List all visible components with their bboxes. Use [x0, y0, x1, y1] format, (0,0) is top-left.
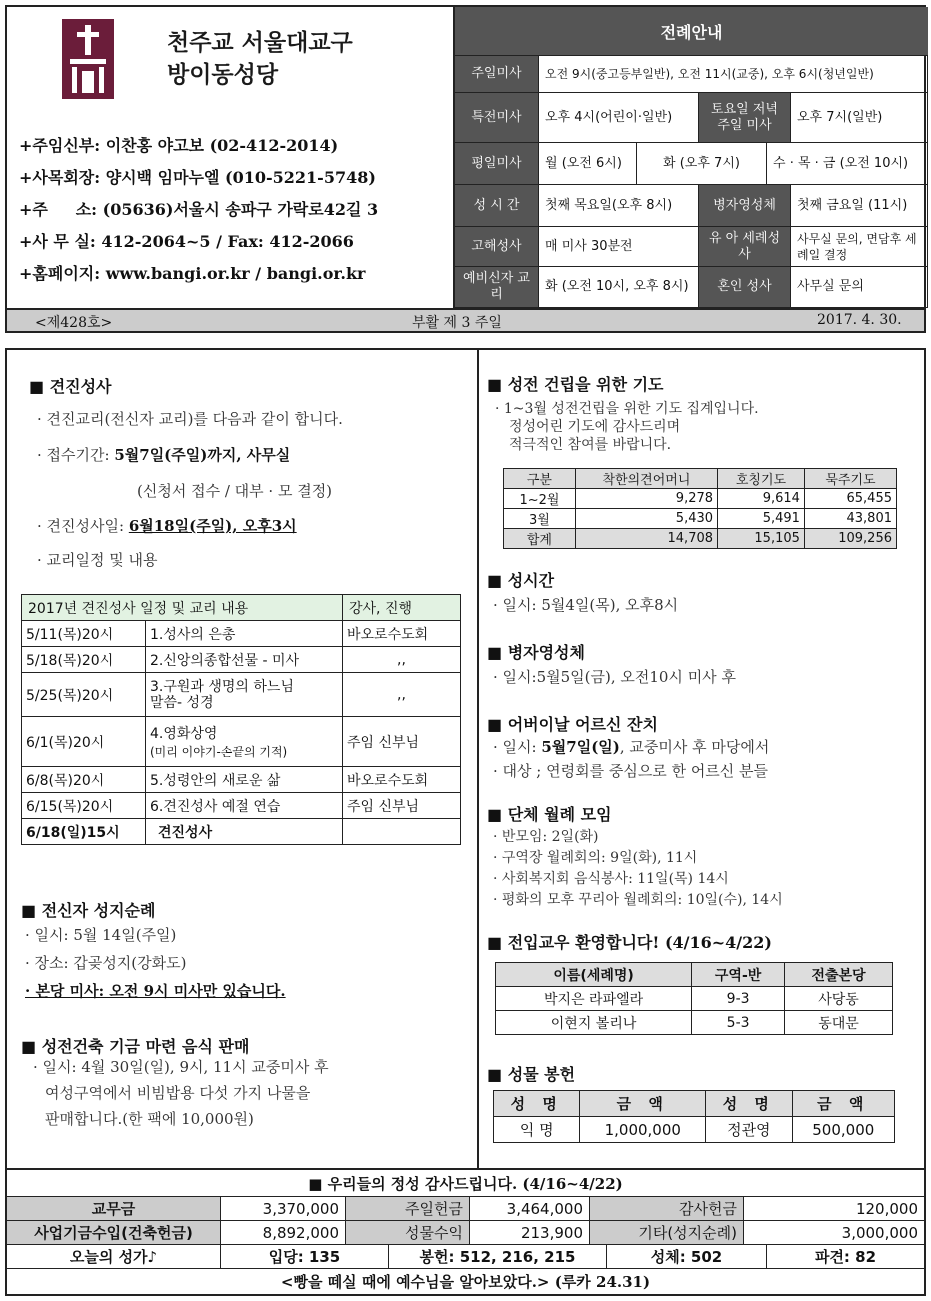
- welcome-table: [495, 962, 893, 1035]
- table-cell: 5-3: [692, 1011, 785, 1035]
- bulletin-header: [5, 5, 926, 333]
- holy-hour-time: 첫째 목요일(오후 8시): [539, 185, 699, 227]
- infant-baptism-info: 사무실 문의, 면담후 세례일 결정: [791, 227, 928, 267]
- contact-pastor: +주임신부: 이찬홍 야고보 (02-412-2014): [19, 136, 339, 155]
- table-row: [22, 717, 461, 767]
- welcome-heading: ■ 전입교우 환영합니다! (4/16~4/22): [487, 933, 772, 952]
- table-cell: 5/18(목)20시: [22, 647, 146, 673]
- table-row: [22, 621, 461, 647]
- sick-communion-date: · 일시:5월5일(금), 오전10시 미사 후: [493, 668, 736, 686]
- bulletin-body: [5, 348, 926, 1296]
- table-cell: 6/18(일)15시: [22, 819, 146, 845]
- church-name-line1: 천주교 서울대교구: [167, 29, 353, 56]
- table-cell-main: 4.영화상영: [150, 726, 218, 742]
- vigil-mass-times: 오후 4시(어린이·일반): [539, 93, 699, 143]
- table-cell: 사당동: [785, 987, 893, 1011]
- table-cell: 9,278: [575, 489, 717, 509]
- groups-line: · 구역장 월례회의: 9일(화), 11시: [493, 850, 698, 866]
- table-cell: 1,000,000: [580, 1117, 706, 1143]
- table-header: 전출본당: [785, 963, 893, 987]
- weekday-tue: 화 (오후 7시): [637, 143, 767, 185]
- table-cell: [343, 819, 461, 845]
- table-cell: 15,105: [718, 529, 805, 549]
- offering-label: 교무금: [7, 1196, 221, 1220]
- table-cell: ,,: [343, 673, 461, 717]
- sunday-mass-times: 오전 9시(중고등부일반), 오전 11시(교중), 오후 6시(청년일반): [539, 55, 928, 93]
- scripture-quote: <빵을 떼실 때에 예수님을 알아보았다.> (루카 24.31): [7, 1268, 924, 1294]
- sick-communion-label: 병자영성체: [699, 185, 791, 227]
- hymn-communion: 성체: 502: [607, 1244, 767, 1268]
- table-header: 금 액: [580, 1091, 706, 1117]
- groups-line: · 평화의 모후 꾸리아 월례회의: 10일(수), 14시: [493, 892, 783, 908]
- wedding-info: 사무실 문의: [791, 267, 928, 308]
- issue-date: 2017. 4. 30.: [817, 312, 902, 328]
- table-cell: 견진성사: [146, 819, 343, 845]
- groups-line: · 사회복지회 음식봉사: 11일(목) 14시: [493, 871, 729, 887]
- column-divider: [477, 350, 479, 1168]
- church-name-line2: 방이동성당: [167, 61, 279, 88]
- parents-day-heading: ■ 어버이날 어르신 잔치: [487, 715, 658, 734]
- table-cell: 109,256: [804, 529, 896, 549]
- offering-table: [493, 1090, 895, 1143]
- prayer-line3: 적극적인 참여를 바랍니다.: [509, 437, 672, 453]
- contact-council: +사목회장: 양시백 임마누엘 (010-5221-5748): [19, 168, 376, 187]
- prayer-heading: ■ 성전 건립을 위한 기도: [487, 375, 664, 394]
- table-header-row: [22, 595, 461, 621]
- issue-bar: [7, 308, 924, 331]
- confession-label: 고해성사: [455, 227, 539, 267]
- liturgical-sunday: 부활 제 3 주일: [412, 315, 502, 331]
- table-row: [22, 647, 461, 673]
- weekday-mass-label: 평일미사: [455, 143, 539, 185]
- confession-time: 매 미사 30분전: [539, 227, 699, 267]
- offering-heading: ■ 성물 봉헌: [487, 1065, 576, 1084]
- sick-communion-heading: ■ 병자영성체: [487, 643, 585, 662]
- offering-label: 성물수익: [346, 1220, 470, 1244]
- confirmation-note: (신청서 접수 / 대부 · 모 결정): [137, 482, 333, 500]
- table-cell: ,,: [343, 647, 461, 673]
- issue-number: <제428호>: [35, 315, 113, 331]
- offering-value: 3,370,000: [221, 1196, 346, 1220]
- hymn-recessional: 파견: 82: [767, 1244, 924, 1268]
- offering-value: 3,000,000: [744, 1220, 924, 1244]
- table-cell: 주임 신부님: [343, 717, 461, 767]
- table-row: [504, 489, 897, 509]
- food-sale-heading: ■ 성전건축 기금 마련 음식 판매: [21, 1037, 250, 1056]
- table-header: 강사, 진행: [343, 595, 461, 621]
- table-cell: 익 명: [494, 1117, 580, 1143]
- table-cell: 9,614: [718, 489, 805, 509]
- offering-value: 3,464,000: [470, 1196, 590, 1220]
- table-cell: 3월: [504, 509, 576, 529]
- parents-day-date: · 일시: 5월7일(일), 교중미사 후 마당에서: [493, 738, 770, 756]
- weekday-mon: 월 (오전 6시): [539, 143, 637, 185]
- offering-value: 120,000: [744, 1196, 924, 1220]
- food-sale-line3: 판매합니다.(한 팩에 10,000원): [45, 1110, 254, 1128]
- table-header: 묵주기도: [804, 469, 896, 489]
- table-cell: 6/15(목)20시: [22, 793, 146, 819]
- table-cell: 박지은 라파엘라: [496, 987, 692, 1011]
- table-row: [22, 793, 461, 819]
- pilgrimage-place: · 장소: 갑곶성지(강화도): [25, 954, 187, 972]
- catechumen-label: 예비신자 교 리: [455, 267, 539, 308]
- table-cell: 43,801: [804, 509, 896, 529]
- confirmation-period: · 접수기간: 5월7일(주일)까지, 사무실: [37, 446, 291, 464]
- confirmation-schedule-table: [21, 594, 461, 845]
- pilgrimage-mass-note: · 본당 미사: 오전 9시 미사만 있습니다.: [25, 982, 286, 1000]
- liturgy-schedule: [453, 7, 926, 308]
- table-row: [496, 987, 893, 1011]
- table-header: 성 명: [706, 1091, 792, 1117]
- table-row: [22, 819, 461, 845]
- table-cell: 5.성령안의 새로운 삶: [146, 767, 343, 793]
- table-row: [22, 673, 461, 717]
- offering-label: 기타(성지순례): [590, 1220, 744, 1244]
- hymn-label: 오늘의 성가♪: [7, 1244, 221, 1268]
- offering-label: 사업기금수입(건축헌금): [7, 1220, 221, 1244]
- hymn-entrance: 입당: 135: [221, 1244, 389, 1268]
- offering-value: 213,900: [470, 1220, 590, 1244]
- holy-hour-label: 성 시 간: [455, 185, 539, 227]
- groups-line: · 반모임: 2일(화): [493, 829, 599, 845]
- wedding-label: 혼인 성사: [699, 267, 791, 308]
- catechumen-time: 화 (오전 10시, 오후 8시): [539, 267, 699, 308]
- thanks-title: ■ 우리들의 정성 감사드립니다. (4/16~4/22): [7, 1168, 924, 1196]
- sick-communion-time: 첫째 금요일 (11시): [791, 185, 928, 227]
- table-cell: 6.견진성사 예절 연습: [146, 793, 343, 819]
- holy-hour-heading: ■ 성시간: [487, 571, 555, 590]
- food-sale-line1: · 일시: 4월 30일(일), 9시, 11시 교중미사 후: [33, 1058, 329, 1076]
- contact-address: +주 소: (05636)서울시 송파구 가락로42길 3: [19, 200, 379, 219]
- weekday-wed-fri: 수 · 목 · 금 (오전 10시): [767, 143, 928, 185]
- offering-label: 주일헌금: [346, 1196, 470, 1220]
- table-cell: 1~2월: [504, 489, 576, 509]
- vigil-mass-label: 특전미사: [455, 93, 539, 143]
- hymn-offertory: 봉헌: 512, 216, 215: [389, 1244, 607, 1268]
- prayer-tally-table: [503, 468, 897, 549]
- table-cell: 이현지 볼리나: [496, 1011, 692, 1035]
- table-cell: 5/25(목)20시: [22, 673, 146, 717]
- table-cell: 합계: [504, 529, 576, 549]
- table-header: 금 액: [792, 1091, 894, 1117]
- table-header: 이름(세례명): [496, 963, 692, 987]
- table-cell: 바오로수도회: [343, 621, 461, 647]
- liturgy-title: 전례안내: [455, 7, 928, 55]
- table-cell: 5,430: [575, 509, 717, 529]
- saturday-mass-times: 오후 7시(일반): [791, 93, 928, 143]
- confirmation-date: · 견진성사일: 6월18일(주일), 오후3시: [37, 517, 297, 535]
- table-header-row: [504, 469, 897, 489]
- pilgrimage-heading: ■ 전신자 성지순례: [21, 901, 156, 920]
- pilgrimage-date: · 일시: 5월 14일(주일): [25, 926, 177, 944]
- table-cell: [146, 717, 343, 767]
- table-cell: 6/1(목)20시: [22, 717, 146, 767]
- contact-homepage: +홈페이지: www.bangi.or.kr / bangi.or.kr: [19, 264, 366, 283]
- table-cell: 1.성사의 은총: [146, 621, 343, 647]
- table-header: 착한의견어머니: [575, 469, 717, 489]
- table-cell: 정관영: [706, 1117, 792, 1143]
- table-total-row: [504, 529, 897, 549]
- table-cell: 5,491: [718, 509, 805, 529]
- table-row: [504, 509, 897, 529]
- table-cell: 500,000: [792, 1117, 894, 1143]
- table-cell: 주임 신부님: [343, 793, 461, 819]
- table-row: [22, 767, 461, 793]
- table-cell-sub: (미리 이야기-손끝의 기적): [150, 745, 288, 759]
- church-name: [167, 27, 353, 91]
- confirmation-heading: ■ 견진성사: [29, 377, 112, 396]
- prayer-line1: · 1~3월 성전건립을 위한 기도 집계입니다.: [495, 401, 759, 417]
- table-header: 호칭기도: [718, 469, 805, 489]
- sunday-mass-label: 주일미사: [455, 55, 539, 93]
- groups-heading: ■ 단체 월례 모임: [487, 805, 612, 824]
- table-cell: 바오로수도회: [343, 767, 461, 793]
- table-cell: 6/8(목)20시: [22, 767, 146, 793]
- table-cell: 3.구원과 생명의 하느님 말씀- 성경: [146, 673, 343, 717]
- offering-label: 감사헌금: [590, 1196, 744, 1220]
- table-cell: 2.신앙의종합선물 - 미사: [146, 647, 343, 673]
- confirmation-line1: · 견진교리(전신자 교리)를 다음과 같이 합니다.: [37, 410, 343, 428]
- table-cell: 5/11(목)20시: [22, 621, 146, 647]
- table-cell: 65,455: [804, 489, 896, 509]
- table-cell: 9-3: [692, 987, 785, 1011]
- infant-baptism-label: 유 아 세례성사: [699, 227, 791, 267]
- contact-office: +사 무 실: 412-2064~5 / Fax: 412-2066: [19, 232, 354, 251]
- food-sale-line2: 여성구역에서 비빔밥용 다섯 가지 나물을: [45, 1084, 311, 1102]
- table-cell: 동대문: [785, 1011, 893, 1035]
- holy-hour-date: · 일시: 5월4일(목), 오후8시: [493, 596, 679, 614]
- table-header: 성 명: [494, 1091, 580, 1117]
- table-header-row: [496, 963, 893, 987]
- table-cell: 14,708: [575, 529, 717, 549]
- parents-day-target: · 대상 ; 연령회를 중심으로 한 어르신 분들: [493, 762, 769, 780]
- table-header: 구분: [504, 469, 576, 489]
- offering-value: 8,892,000: [221, 1220, 346, 1244]
- church-logo: [62, 19, 114, 99]
- table-header-row: [494, 1091, 895, 1117]
- prayer-line2: 정성어린 기도에 감사드리며: [509, 419, 681, 435]
- table-row: [496, 1011, 893, 1035]
- table-header: 구역-반: [692, 963, 785, 987]
- table-row: [494, 1117, 895, 1143]
- table-header: 2017년 견진성사 일정 및 교리 내용: [22, 595, 343, 621]
- confirmation-schedule-label: · 교리일정 및 내용: [37, 551, 158, 569]
- saturday-mass-label: 토요일 저녁 주일 미사: [699, 93, 791, 143]
